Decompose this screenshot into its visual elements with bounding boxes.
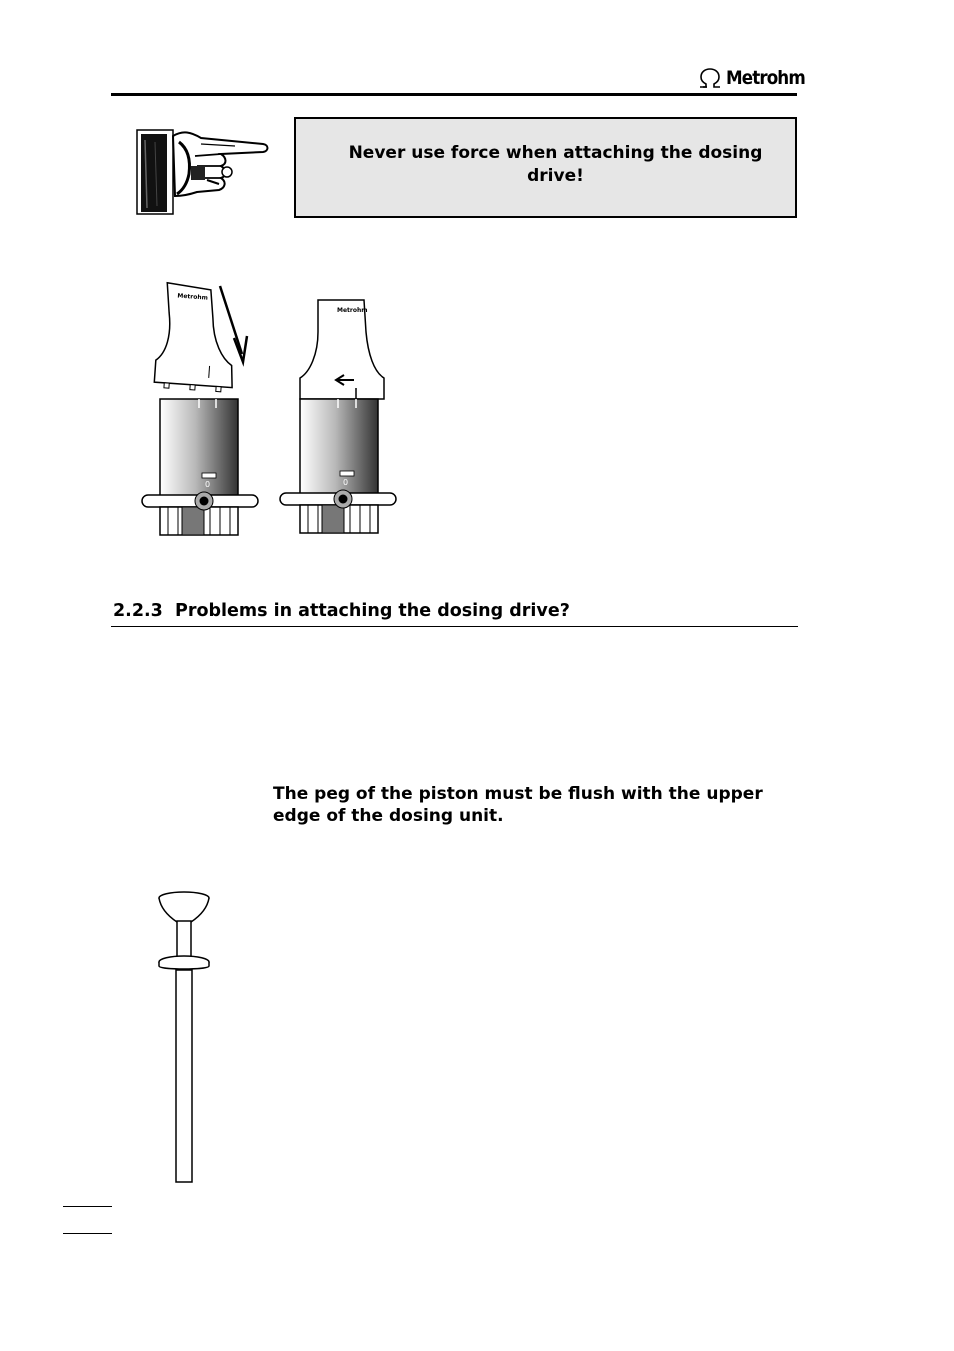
logo-text: Metrohm: [726, 67, 805, 89]
piston-instruction-text: The peg of the piston must be flush with the upper edge of the dosing unit.: [273, 784, 763, 826]
section-heading: 2.2.3 Problems in attaching the dosing drive?: [113, 601, 570, 621]
piston-figure: [155, 888, 217, 1188]
metrohm-logo: [697, 66, 816, 90]
section-rule: [111, 626, 798, 627]
drive-brand-label: Metrohm: [177, 292, 209, 302]
dosing-drive-attached: [300, 300, 384, 402]
warning-note-text: Never use force when attaching the dosing drive!: [348, 143, 763, 186]
dosing-unit-left: [142, 399, 258, 535]
dosing-drive-tilted: [154, 282, 239, 392]
drive-brand-label-right: Metrohm: [337, 307, 368, 314]
dosing-unit-right: [280, 399, 396, 533]
scale-mark-right: 0: [343, 478, 349, 487]
dosing-drive-attachment-figure: [138, 280, 408, 542]
header-rule: [111, 93, 797, 96]
footer-rule-top: [63, 1206, 112, 1207]
down-arrow-icon: [220, 286, 247, 362]
pointing-hand-icon: [135, 118, 273, 218]
scale-mark-left: 0: [205, 480, 211, 489]
omega-icon: [697, 67, 723, 89]
warning-note-box: [294, 117, 797, 218]
footer-rule-bottom: [63, 1233, 112, 1234]
